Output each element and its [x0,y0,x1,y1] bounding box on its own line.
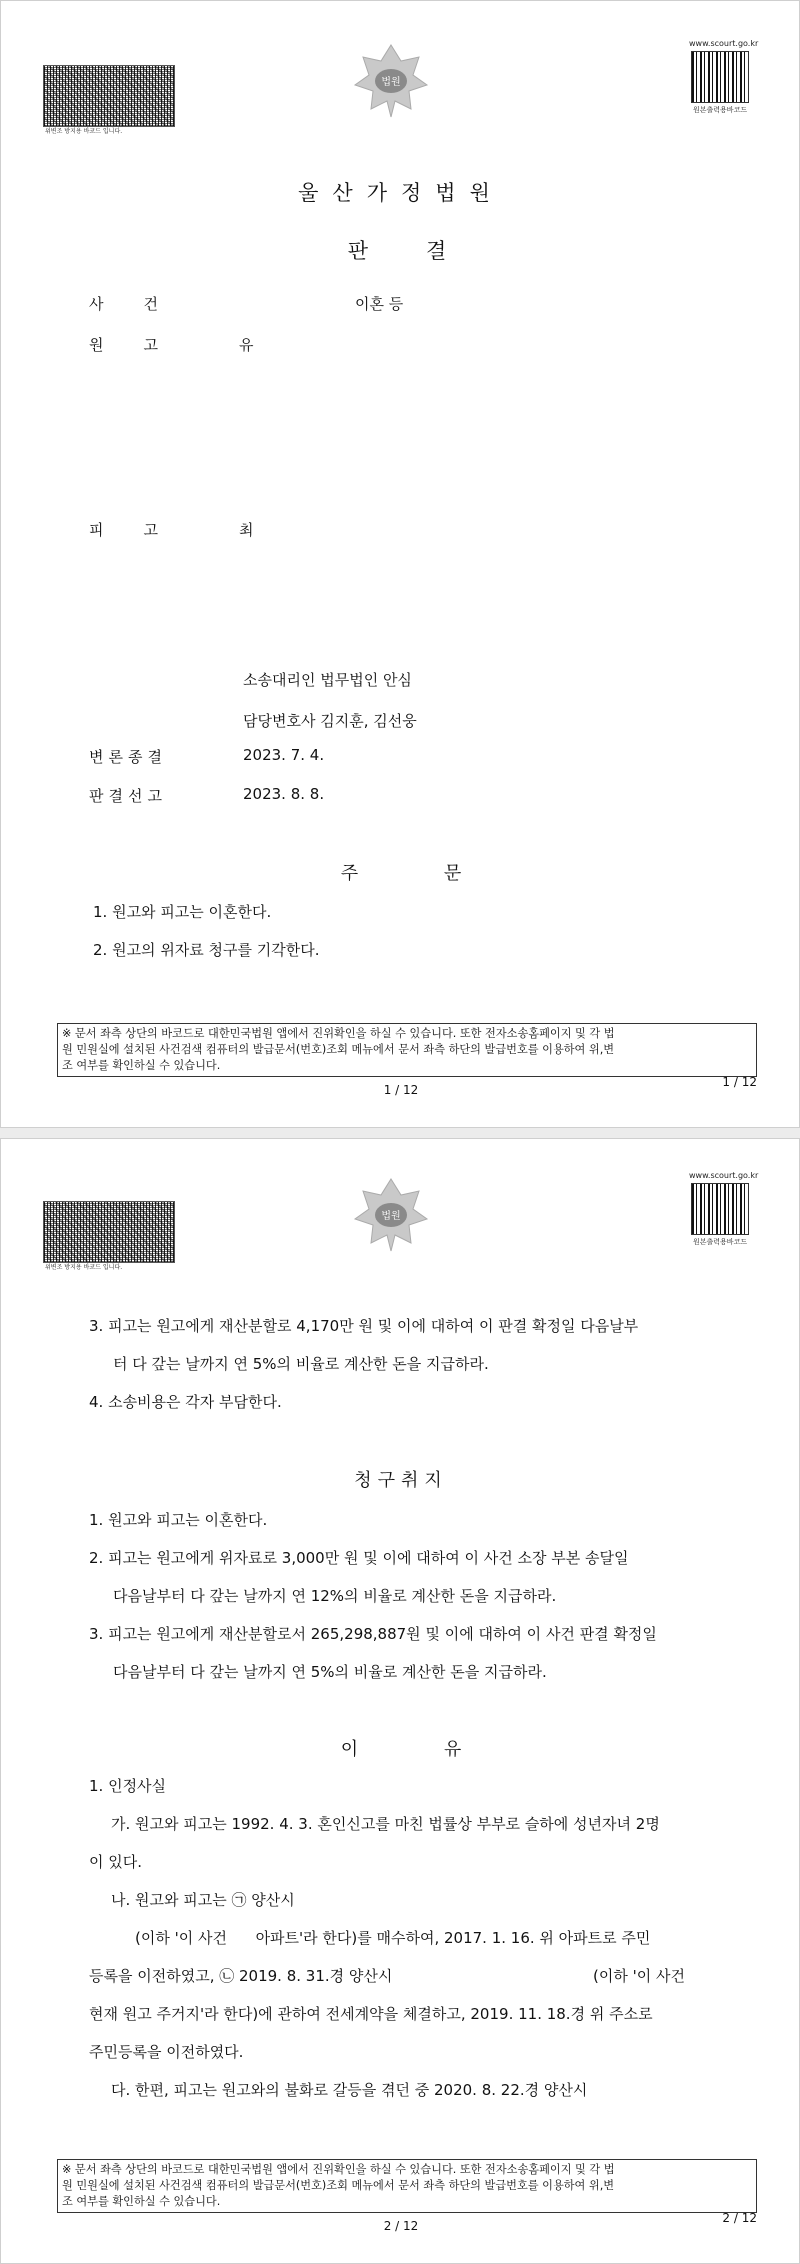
page-number: 2 / 12 [383,2219,419,2233]
defendant-label: 피고 [89,521,198,539]
order-heading: 주 문 [340,863,502,884]
qr-code-icon [691,1183,749,1235]
order-item-4: 4. 소송비용은 각자 부담한다. [89,1393,282,1411]
claim-item-3-line-1: 3. 피고는 원고에게 재산분할로서 265,298,887원 및 이에 대하여 이 사건 판결 확정일 [89,1625,657,1643]
claim-item-2-line-1: 2. 피고는 원고에게 위자료로 3,000만 원 및 이에 대하여 이 사건 소장 부본 송달일 [89,1549,629,1567]
emblem-text: 법원 [381,77,401,88]
reason-heading: 이 유 [340,1739,502,1760]
authenticity-notice [57,2159,757,2213]
barcode-note: 위변조 방지용 바코드 입니다. [45,1264,123,1271]
verification-barcode [43,1201,175,1263]
notice-line-1: ※ 문서 좌측 상단의 바코드로 대한민국법원 앱에서 진위확인을 하실 수 있습니다. 또한 전자소송홈페이지 및 각 법 [62,2163,615,2176]
notice-line-3: 조 여부를 확인하실 수 있습니다. [62,1059,221,1072]
order-item-1: 1. 원고와 피고는 이혼한다. [93,903,272,921]
fact-na-line-2: (이하 '이 사건 아파트'라 한다)를 매수하여, 2017. 1. 16. 위 아파트로 주민 [135,1929,651,1947]
court-emblem-icon [351,1175,431,1255]
order-item-2: 2. 원고의 위자료 청구를 기각한다. [93,941,320,959]
reason-subheading: 1. 인정사실 [89,1777,167,1795]
document-page-2 [0,1138,800,2264]
site-url: www.scourt.go.kr [689,39,759,48]
page-number-right: 2 / 12 [722,2211,757,2225]
qr-caption: 원본출력용바코드 [693,106,748,114]
claim-item-3-line-2: 다음날부터 다 갚는 날까지 연 5%의 비율로 계산한 돈을 지급하라. [113,1663,547,1681]
fact-na-line-3: 등록을 이전하였고, ㉡ 2019. 8. 31.경 양산시 [89,1967,393,1985]
closing-label: 변론종결 [89,748,167,766]
judgment-label: 판결선고 [89,787,167,805]
notice-line-1: ※ 문서 좌측 상단의 바코드로 대한민국법원 앱에서 진위확인을 하실 수 있습니다. 또한 전자소송홈페이지 및 각 법 [62,1027,615,1040]
qr-caption: 원본출력용바코드 [693,1238,748,1246]
barcode-note: 위변조 방지용 바코드 입니다. [45,128,123,135]
defendant-value: 최 [239,521,254,539]
order-item-3-line-2: 터 다 갚는 날까지 연 5%의 비율로 계산한 돈을 지급하라. [113,1355,489,1373]
notice-line-2: 원 민원실에 설치된 사건검색 컴퓨터의 발급문서(번호)조회 메뉴에서 문서 좌측 하단의 발급번호를 이용하여 위,변 [62,1043,615,1056]
fact-da-line-1: 다. 한편, 피고는 원고와의 불화로 갈등을 겪던 중 2020. 8. 22.경 양산시 [111,2081,588,2099]
emblem-text: 법원 [381,1211,401,1222]
page-number-right: 1 / 12 [722,1075,757,1089]
authenticity-notice [57,1023,757,1077]
closing-date: 2023. 7. 4. [243,746,325,764]
judgment-date: 2023. 8. 8. [243,785,325,803]
attorneys: 담당변호사 김지훈, 김선웅 [243,712,417,730]
case-label: 사건 [89,295,198,313]
order-item-3-line-1: 3. 피고는 원고에게 재산분할로 4,170만 원 및 이에 대하여 이 판결 확정일 다음날부 [89,1317,639,1335]
plaintiff-value: 유 [239,336,254,354]
notice-line-3: 조 여부를 확인하실 수 있습니다. [62,2195,221,2208]
fact-na-line-1: 나. 원고와 피고는 ㉠ 양산시 [111,1891,295,1909]
fact-na-line-5: 주민등록을 이전하였다. [89,2043,244,2061]
plaintiff-label: 원고 [89,336,198,354]
site-url: www.scourt.go.kr [689,1171,759,1180]
qr-code-icon [691,51,749,103]
court-name: 울산가정법원 [298,181,504,205]
notice-line-2: 원 민원실에 설치된 사건검색 컴퓨터의 발급문서(번호)조회 메뉴에서 문서 좌측 하단의 발급번호를 이용하여 위,변 [62,2179,615,2192]
fact-ga-line-2: 이 있다. [89,1853,143,1871]
claim-heading: 청구취지 [354,1470,448,1491]
case-value: 이혼 등 [355,295,404,313]
verification-barcode [43,65,175,127]
fact-ga-line-1: 가. 원고와 피고는 1992. 4. 3. 혼인신고를 마친 법률상 부부로 슬하에 성년자녀 2명 [111,1815,660,1833]
court-emblem-icon [351,41,431,121]
document-title: 판결 [347,239,505,263]
fact-na-line-4: 현재 원고 주거지'라 한다)에 관하여 전세계약을 체결하고, 2019. 11. 18.경 위 주소로 [89,2005,653,2023]
claim-item-1: 1. 원고와 피고는 이혼한다. [89,1511,268,1529]
fact-na-line-3-tail: (이하 '이 사건 [593,1967,685,1985]
page-number: 1 / 12 [383,1083,419,1097]
document-page-1 [0,0,800,1128]
legal-counsel: 소송대리인 법무법인 안심 [243,671,412,689]
claim-item-2-line-2: 다음날부터 다 갚는 날까지 연 12%의 비율로 계산한 돈을 지급하라. [113,1587,557,1605]
